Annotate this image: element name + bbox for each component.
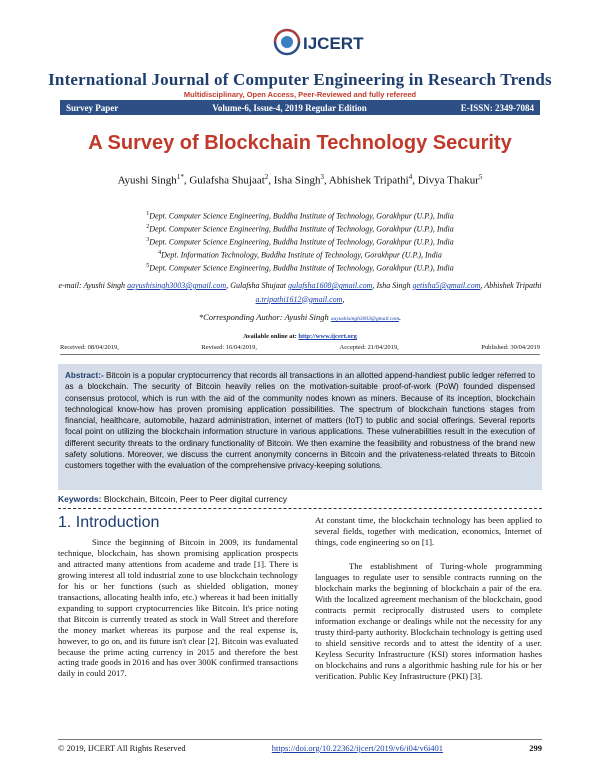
affiliation-text: Dept. Computer Science Engineering, Buddha Institute of Technology, Gorakhpur (U.P.), India [149,237,454,247]
author-name: Abhishek Tripathi [328,174,409,187]
email-author-name: Ayushi Singh [83,281,128,290]
affiliation-line [0,235,600,248]
affiliation-marker: 4 [158,250,162,257]
abstract-text: Bitcoin is a popular cryptocurrency that records all transactions in an allotted append-handiest public ledger referred to as a blockchain. The security of Bitcoin heavily relies on the motivation-suitable proof-of-work (PoW) founded dispensed consensus protocol, which is run with the aid of the community nodes known as miners. Because of its inception, blockchain technological know-how has proven promising application possibilities. The spectrum of blockchain functions stages from financial, healthcare, automobile, hazard administration, internet of matters (IoT) to public and social offerings. Several reports focal point on utilizing the blockchain information structure in various applications. These vulnerabilities result in the execution of different security threats to the ordinary functionality of Bitcoin. We then examine the feasibility and robustness of the brand new safety solutions. Moreover, we discuss the current anonymity concerns in Bitcoin and the privateness-related threats to Bitcoin customers together with the evaluation of the comprehensive privacy-keeping solutions. [65,371,535,470]
section-heading-introduction: 1. Introduction [58,514,160,531]
affiliation-marker: 5 [146,263,150,270]
author-separator: , [268,174,274,187]
email-author-name: Gulafsha Shujaat [230,281,288,290]
introduction-paragraph-1: Since the beginning of Bitcoin in 2009, its fundamental technique, blockchain, has shown promising application prospects and attracted many attentions from academe and trade [1]. There is growing interest all told industrial zone to use blockchain technology for his or her functions (such as shielded obligation, money transactions, allocating health info, etc.) whereas it had been initially expanding to support cryptocurrencies like Bitcoin. It's price noting that Bitcoin is currently treated as stock in Wall Street and therefore the money market whereas its purpose and the real expense is, however, to go on, and its future isn't clear [2]. Bitcoin was evaluated because the prime acting currency in 2015 and therefore the best acting trade goods in 2016 and has over 300K confirmed transactions daily in could 2017. [58,537,298,679]
author-affiliation-marker: 5 [478,173,483,181]
author-affiliation-marker: 2 [264,173,269,181]
section-divider [58,508,542,509]
email-separator: , [342,294,345,304]
author-affiliation-marker: 3 [320,173,325,181]
date-accepted: Accepted: 21/04/2019, [339,344,399,351]
page-footer [58,739,542,753]
email-link[interactable]: a.tripathi1612@gmail.com [255,294,343,304]
available-online [0,333,600,340]
page-number: 299 [529,743,542,753]
email-link[interactable]: getisha5@gmail.com [412,281,481,290]
email-separator: , [226,281,231,290]
keywords-text: Blockchain, Bitcoin, Peer to Peer digital currency [101,494,288,504]
author-separator: , [183,174,190,187]
affiliation-marker: 1 [146,211,150,217]
corresponding-end: . [399,312,402,322]
email-link[interactable]: aayushisingh3003@gmail.com [127,281,227,290]
journal-url-link[interactable]: http://www.ijcert.org [298,333,357,340]
affiliation-marker: 2 [146,224,150,231]
email-list [40,279,560,306]
corresponding-label: *Corresponding Author: Ayushi Singh [198,312,331,322]
author-name: Gulafsha Shujaat [189,174,265,187]
email-author-name: Isha Singh [376,281,413,290]
journal-logo [265,22,364,62]
volume-info: Volume-6, Issue-4, 2019 Regular Edition [212,102,367,113]
affiliation-list [0,209,600,274]
author-name: Divya Thakur [417,174,479,187]
affiliation-text: Dept. Information Technology, Buddha Institute of Technology, Gorakhpur (U.P.), India [161,250,442,260]
affiliation-line [0,222,600,235]
affiliation-text: Dept. Computer Science Engineering, Buddha Institute of Technology, Gorakhpur (U.P.), India [149,224,454,234]
keywords-label: Keywords: [58,494,102,504]
corresponding-email-link[interactable]: aayushisingh3003@gmail.com [330,316,400,322]
paper-type: Survey Paper [66,102,119,113]
date-revised: Revised: 16/04/2019, [201,344,257,351]
author-list [0,173,600,187]
corresponding-author [0,312,600,322]
email-prefix: e-mail: [58,281,84,290]
email-separator: , [480,281,485,290]
publication-dates [60,344,540,355]
author-name: Ayushi Singh [117,174,177,187]
author-separator: , [324,174,329,187]
introduction-paragraph-3: The establishment of Turing-whole programming languages to regulate user to sensible contracts running on the blockchain marks the beginning of blockchain a pair of the era. With the localized agreement mechanism of the blockchain, good contracts permit reciprocally distrusted users to complete information exchange or dealings while not the necessity for any trusty third-party authority. Blockchain technology is getting used to shield sensitive records and to attest the identity of a user. Keyless Security Infrastructure (KSI) stores information hashes on blockchains and runs a algorithmic hashing rule for his or her verification. Public Key Infrastructure (PKI) [3]. [315,561,542,681]
author-separator: , [412,174,418,187]
logo-text: IJCERT [303,34,364,53]
journal-info-band [60,100,540,115]
journal-title: International Journal of Computer Engineering in Research Trends [48,70,552,89]
date-received: Received: 08/04/2019, [60,344,119,351]
copyright: © 2019, IJCERT All Rights Reserved [58,743,186,753]
available-label: Available online at: [243,333,299,340]
abstract-label: Abstract:- [65,371,104,380]
author-name: Isha Singh [273,174,321,187]
author-affiliation-marker: 1* [176,173,184,181]
paper-title: A Survey of Blockchain Technology Security [88,132,512,154]
date-published: Published: 30/04/2019 [481,344,540,351]
email-separator: , [372,281,377,290]
doi-link[interactable]: https://doi.org/10.22362/ijcert/2019/v6/i04/v6i401 [271,743,444,753]
affiliation-text: Dept. Computer Science Engineering, Buddha Institute of Technology, Gorakhpur (U.P.), India [149,211,454,221]
email-author-name: Abhishek Tripathi [484,281,542,290]
author-affiliation-marker: 4 [408,173,413,181]
abstract-box [58,364,542,490]
affiliation-line [0,209,600,222]
affiliation-text: Dept. Computer Science Engineering, Buddha Institute of Technology, Gorakhpur (U.P.), India [149,263,454,273]
journal-subtitle: Multidisciplinary, Open Access, Peer-Reviewed and fully refereed [183,90,417,99]
affiliation-line [0,248,600,261]
keywords [58,494,542,504]
introduction-paragraph-2: At constant time, the blockchain technology has been applied to several fields, together with medication, economics, Internet of things, code engineering so on [1]. [315,515,542,547]
issn: E-ISSN: 2349-7084 [460,102,534,113]
affiliation-line [0,261,600,274]
email-link[interactable]: gulafsha1608@gmail.com [287,281,373,290]
affiliation-marker: 3 [146,237,150,244]
